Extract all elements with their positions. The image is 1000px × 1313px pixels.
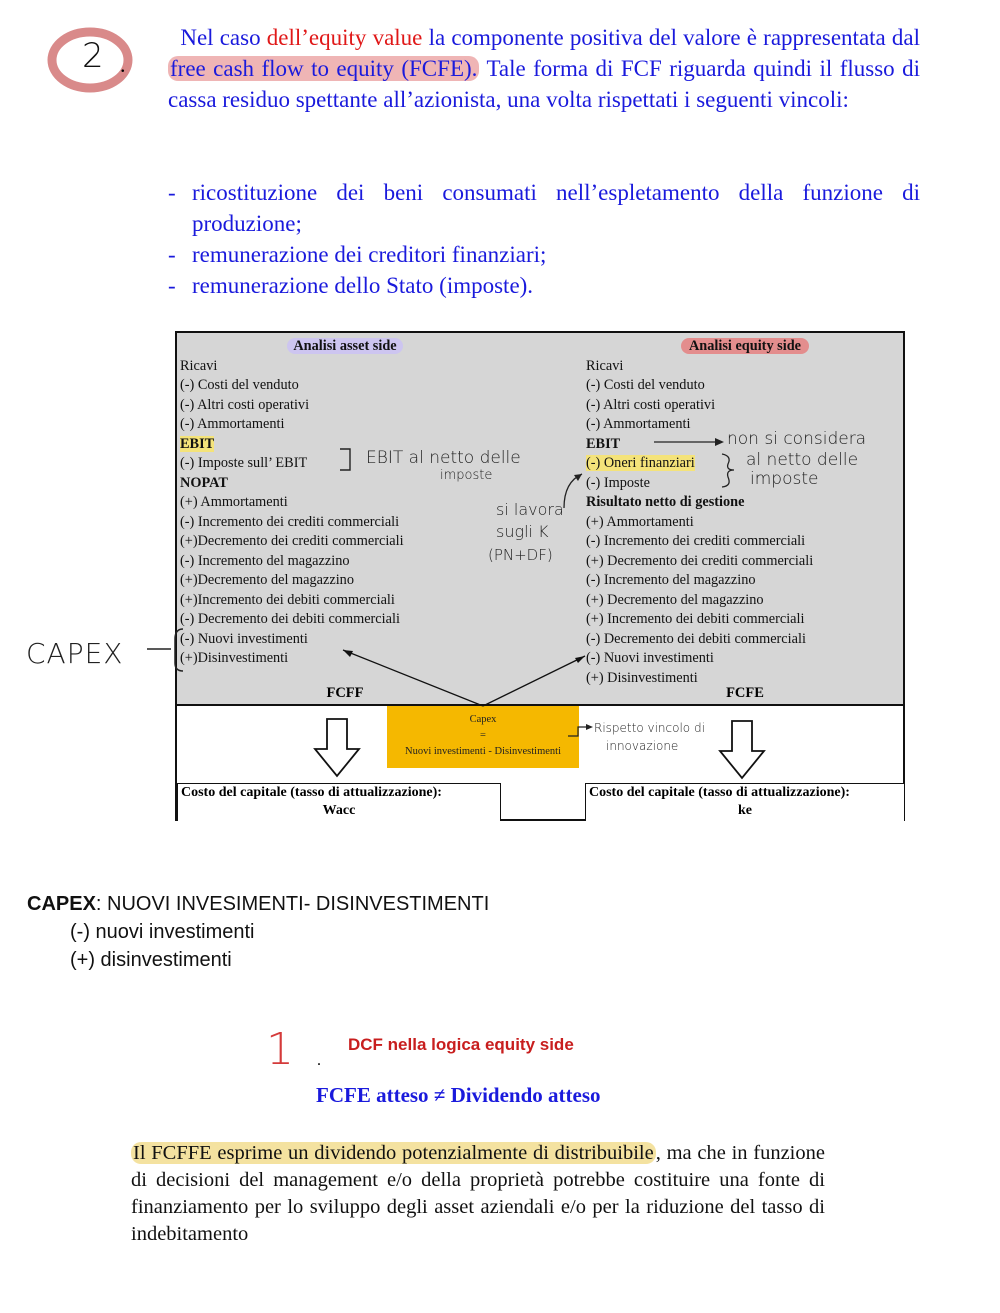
note-pn-df: (PN+DF) [488, 546, 553, 564]
table-row: (-) Altri costi operativi [586, 396, 716, 413]
table-row: (-) Decremento dei debiti commerciali [180, 611, 400, 627]
p2-text-equity-value: dell’equity value [266, 25, 423, 50]
capex-arrow-right [483, 656, 585, 706]
note-al-netto: al netto delle [746, 450, 859, 470]
cost-capital-ke [585, 783, 905, 821]
table-row: (+) Ammortamenti [586, 513, 694, 530]
table-row: (+) Incremento dei debiti commerciali [586, 611, 805, 627]
table-row: (-) Nuovi investimenti [180, 630, 308, 647]
capex-title-bold: CAPEX [27, 893, 96, 915]
note-non-si-considera: non si considera [727, 429, 867, 449]
asset-side-header: Analisi asset side [287, 338, 402, 354]
fcfe-vs-dividend: FCFE atteso ≠ Dividendo atteso [316, 1083, 601, 1107]
table-row: (-) Incremento del magazzino [586, 572, 756, 588]
table-row: (+) Ammortamenti [180, 494, 288, 510]
capex-definition [27, 890, 489, 974]
section-2-marker [46, 26, 136, 94]
capex-arrowhead-left [343, 650, 353, 657]
table-row: Ricavi [180, 357, 218, 374]
table-row: (-) Decremento dei debiti commerciali [586, 630, 806, 647]
cost-capital-wacc [177, 783, 501, 821]
section-2-paragraph [168, 22, 920, 115]
list-item-text: remunerazione dello Stato (imposte). [192, 273, 534, 298]
oneri-finanziari-label: (-) Oneri finanziari [586, 455, 695, 471]
capex-title-rest: : NUOVI INVESIMENTI- DISINVESTIMENTI [95, 893, 490, 915]
note-curved-arrow [560, 470, 590, 510]
table-row: Ricavi [586, 357, 624, 374]
table-row: (+) Disinvestimenti [586, 669, 698, 686]
wacc-label: Wacc [322, 803, 356, 818]
table-row: (-) Nuovi investimenti [586, 650, 714, 666]
table-row: (+)Decremento del magazzino [180, 572, 354, 588]
capex-handwritten-note: CAPEX [26, 637, 124, 670]
table-row: (-) Costi del venduto [180, 377, 299, 393]
p2-text-c: Tale forma di FCF riguarda quindi il flusso di cassa residuo spettante all’azionista, una volta rispettati i seguenti vincoli: [168, 56, 920, 112]
list-item-text: remunerazione dei creditori finanziari; [192, 242, 547, 267]
table-row: (-) Incremento dei crediti commerciali [586, 533, 806, 549]
note-rispetto-vincolo: Rispetto vincolo di [594, 721, 705, 735]
table-row: (-) Ammortamenti [180, 416, 285, 432]
capex-title [27, 890, 489, 918]
capex-line-disinv: (+) disinvestimenti [70, 949, 232, 971]
list-item: - remunerazione dei creditori finanziari; [168, 239, 920, 270]
table-row: (-) Imposte [586, 474, 650, 491]
capex-arrow-left [343, 650, 483, 706]
table-row: (-) Imposte sull’ EBIT [180, 455, 308, 471]
list-item-text: ricostituzione dei beni consumati nell’espletamento della funzione di produzione; [192, 180, 920, 236]
para-rest: , ma che in funzione di decisioni del management e/o della proprietà potrebbe costituire una fonte di finanziamento per lo sviluppo degli asset aziendali e/o per la riduzione del tasso di indebitamento [131, 1142, 825, 1245]
list-item: - remunerazione dello Stato (imposte). [168, 270, 920, 301]
table-row-ebit: EBIT [586, 435, 621, 452]
note-sugli-k: sugli K [496, 522, 549, 541]
section-2-number: 2 [82, 36, 104, 76]
constraints-list [168, 177, 920, 301]
ebit-arrow [652, 432, 728, 452]
dcf-heading: DCF nella logica equity side [348, 1035, 574, 1054]
table-row: (-) Altri costi operativi [180, 396, 310, 413]
ebit-tax-bracket [336, 446, 356, 474]
capex-line-new: (-) nuovi investimenti [70, 921, 255, 943]
capex-arrowhead-right [575, 656, 585, 663]
table-row: (+)Decremento dei crediti commerciali [180, 533, 404, 549]
dot: . [317, 1052, 321, 1069]
table-row: (+) Decremento dei crediti commerciali [586, 552, 814, 569]
cost-capital-label: Costo del capitale (tasso di attualizzazione): [181, 785, 442, 800]
note-si-lavora: si lavora [496, 500, 564, 519]
ebit-label: EBIT [180, 435, 215, 452]
capex-bracket [145, 625, 190, 675]
section-1-number: 1 [266, 1024, 294, 1075]
p2-text-fcfe-highlight: free cash flow to equity (FCFE). [170, 56, 478, 81]
list-item: - ricostituzione dei beni consumati nell’espletamento della funzione di produzione; [168, 177, 920, 239]
table-row: (-) Costi del venduto [586, 377, 705, 393]
table-row: (-) Incremento del magazzino [180, 552, 350, 569]
table-arrows [177, 333, 903, 819]
p2-text-b: la componente positiva del valore è rappresentata dal [428, 25, 921, 50]
down-arrow-right [720, 721, 764, 778]
para-highlight: Il FCFFE esprime un dividendo potenzialmente di distribuibile [133, 1142, 654, 1164]
rispetto-arrow [566, 722, 596, 740]
note-innovazione: innovazione [606, 739, 679, 753]
table-row: (-) Incremento dei crediti commerciali [180, 513, 400, 530]
fcf-comparison-table [175, 331, 905, 821]
section-1-paragraph [131, 1140, 825, 1248]
ke-label: ke [738, 803, 752, 818]
equity-side-header: Analisi equity side [681, 338, 809, 354]
note-imposte: imposte [440, 468, 493, 483]
capex-box-title: Capex [469, 714, 497, 725]
table-row-risultato: Risultato netto di gestione [586, 494, 745, 510]
table-row: (+) Decremento del magazzino [586, 591, 764, 608]
table-row: (+)Disinvestimenti [180, 650, 289, 666]
capex-box-formula: Nuovi investimenti - Disinvestimenti [404, 746, 562, 757]
note-imposte-2: imposte [750, 469, 819, 489]
table-row-nopat: NOPAT [180, 474, 228, 491]
table-row: (-) Ammortamenti [586, 416, 691, 432]
cost-capital-label: Costo del capitale (tasso di attualizzazione): [589, 785, 850, 800]
table-row: (+)Incremento dei debiti commerciali [180, 591, 395, 608]
fcff-total: FCFF [326, 685, 364, 701]
down-arrow-left [315, 719, 359, 776]
note-ebit-netto: EBIT al netto delle [366, 448, 521, 468]
p2-text-a: Nel caso [180, 25, 261, 50]
fcfe-total: FCFE [726, 685, 764, 701]
dot: . [120, 52, 126, 77]
note-brace [718, 450, 740, 490]
capex-box-eq: = [480, 730, 486, 741]
